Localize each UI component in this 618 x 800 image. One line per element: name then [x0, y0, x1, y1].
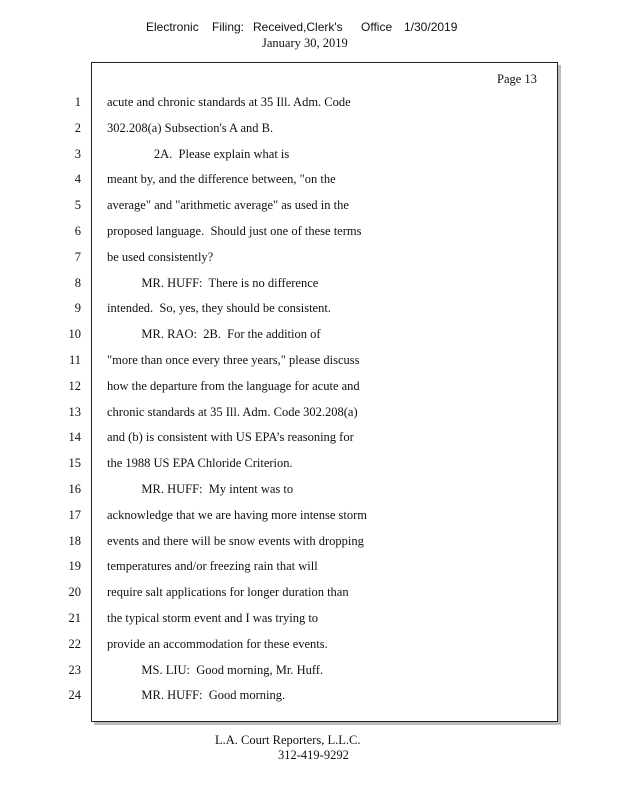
line-number: 9 — [74, 301, 81, 316]
line-number: 19 — [68, 559, 81, 574]
line-text: average" and "arithmetic average" as used in the — [107, 198, 349, 213]
line-number: 18 — [68, 533, 81, 548]
line-number: 14 — [68, 430, 81, 445]
line-text: meant by, and the difference between, "on the — [107, 172, 336, 187]
line-text: events and there will be snow events with dropping — [107, 533, 364, 548]
line-text: the typical storm event and I was trying to — [107, 611, 319, 625]
line-text: 2A. Please explain what is — [107, 146, 290, 161]
line-text: be used consistently? — [107, 249, 214, 264]
line-number: 12 — [68, 378, 81, 393]
line-number: 16 — [68, 482, 81, 496]
line-number: 20 — [68, 585, 81, 600]
line-number: 1 — [74, 95, 81, 109]
line-number: 8 — [74, 275, 81, 290]
line-number: 11 — [68, 353, 81, 367]
line-number: 15 — [68, 456, 81, 471]
line-text: require salt applications for longer duration than — [107, 585, 349, 600]
line-number: 2 — [74, 120, 81, 135]
line-number: 24 — [68, 688, 81, 703]
stamp-office: Office — [361, 20, 393, 34]
stamp-electronic: Electronic — [146, 20, 199, 34]
line-number: 10 — [68, 327, 81, 342]
line-number: 22 — [68, 636, 81, 651]
line-text: 302.208(a) Subsection's A and B. — [107, 120, 274, 135]
header-date: January 30, 2019 — [262, 36, 348, 50]
line-text: the 1988 US EPA Chloride Criterion. — [107, 456, 293, 471]
line-text: provide an accommodation for these events. — [107, 636, 328, 651]
line-text: proposed language. Should just one of these terms — [107, 224, 362, 238]
line-number: 23 — [68, 662, 81, 677]
line-number: 13 — [68, 404, 81, 419]
line-text: MR. HUFF: Good morning. — [107, 688, 286, 703]
line-number: 5 — [74, 198, 81, 213]
line-text: MR. HUFF: My intent was to — [107, 482, 294, 496]
line-text: how the departure from the language for acute and — [107, 378, 360, 393]
line-text: MR. HUFF: There is no difference — [107, 275, 319, 290]
stamp-received: Received,Clerk's — [253, 20, 343, 34]
stamp-filing: Filing: — [212, 20, 245, 34]
line-number: 6 — [74, 224, 81, 238]
page-number: Page 13 — [497, 72, 537, 86]
line-text: and (b) is consistent with US EPA’s reasoning for — [107, 430, 354, 445]
line-text: temperatures and/or freezing rain that will — [107, 559, 318, 574]
line-text: MR. RAO: 2B. For the addition of — [107, 327, 321, 342]
footer-company: L.A. Court Reporters, L.L.C. — [215, 733, 361, 747]
line-text: "more than once every three years," please discuss — [107, 353, 360, 367]
line-text: acknowledge that we are having more intense storm — [107, 507, 367, 522]
stamp-date: 1/30/2019 — [404, 20, 458, 34]
line-number: 21 — [68, 611, 81, 625]
line-number: 7 — [74, 249, 81, 264]
footer-phone: 312-419-9292 — [278, 748, 349, 762]
line-text: acute and chronic standards at 35 Ill. Adm. Code — [107, 95, 351, 109]
line-text: MS. LIU: Good morning, Mr. Huff. — [107, 662, 324, 677]
line-text: chronic standards at 35 Ill. Adm. Code 302.208(a) — [107, 404, 358, 419]
line-number: 4 — [74, 172, 81, 187]
line-text: intended. So, yes, they should be consistent. — [107, 301, 331, 316]
line-number: 17 — [68, 507, 81, 522]
line-number: 3 — [74, 146, 81, 161]
